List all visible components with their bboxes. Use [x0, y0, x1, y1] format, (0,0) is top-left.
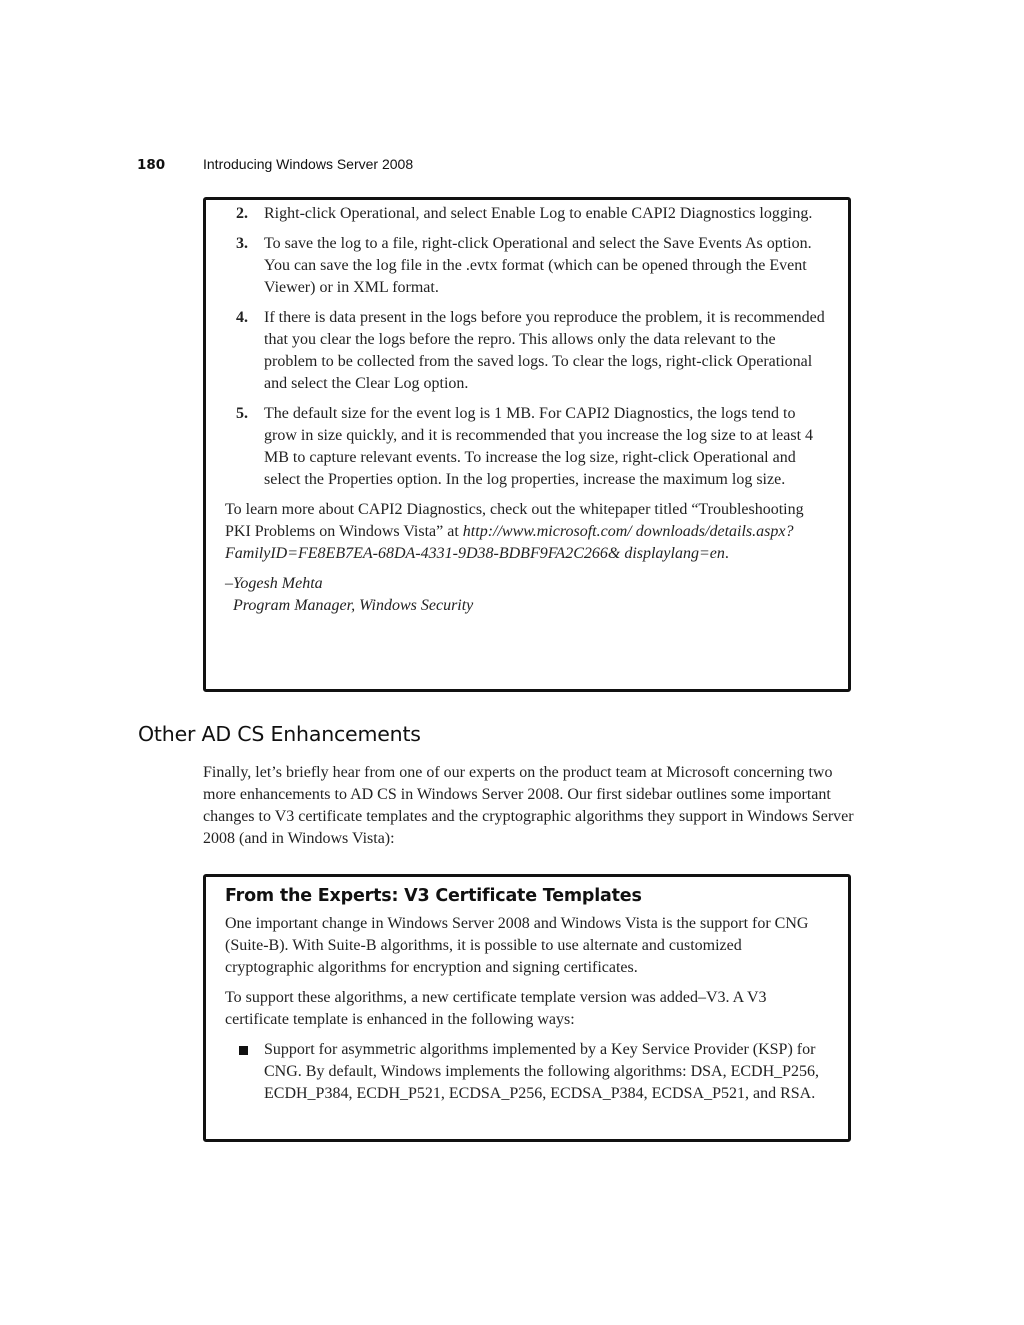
list-item [225, 403, 828, 491]
step-number: 3. [236, 235, 248, 252]
sidebar-v3-certificate-templates [203, 874, 851, 1142]
whitepaper-link[interactable]: http://www.microsoft.com/ downloads/details.aspx?FamilyID=FE8EB7EA-68DA-4331-9D38-BDBF9FA2C266& displaylang=en [225, 523, 794, 562]
steps-list [225, 203, 828, 491]
sidebar-capi2-diagnostics [203, 197, 851, 692]
sidebar-paragraph: One important change in Windows Server 2008 and Windows Vista is the support for CNG (Suite-B). With Suite-B algorithms, it is possible to use alternate and customized cryptographic algorithms for encryption and signing certificates. [225, 915, 809, 976]
step-number: 2. [236, 205, 248, 222]
step-number: 4. [236, 309, 248, 326]
list-item [225, 203, 828, 225]
step-text: To save the log to a file, right-click Operational and select the Save Events As option. You can save the log file in the .evtx format (which can be opened through the Event Viewer) or in XML format. [264, 235, 812, 296]
step-number: 5. [236, 405, 248, 422]
learn-more-paragraph [225, 499, 828, 565]
list-item [225, 1039, 828, 1105]
page-number: 180 [137, 157, 166, 173]
intro-paragraph: Finally, let’s briefly hear from one of our experts on the product team at Microsoft concerning two more enhancements to AD CS in Windows Server 2008. Our first sidebar outlines some important changes to V3 certificate templates and the cryptographic algorithms they support in Windows Server 2008 (and in Windows Vista): [203, 764, 854, 847]
step-text: The default size for the event log is 1 MB. For CAPI2 Diagnostics, the logs tend to grow in size quickly, and it is recommended that you increase the log size to at least 4 MB to capture relevant events. To increase the log size, right-click Operational and select the Properties option. In the log properties, increase the maximum log size. [264, 405, 814, 488]
bullet-text: Support for asymmetric algorithms implemented by a Key Service Provider (KSP) for CNG. By default, Windows implements the following algorithms: DSA, ECDH_P256, ECDH_P384, ECDH_P521, ECDSA_P256, ECDSA_P384, ECDSA_P521, and RSA. [264, 1041, 820, 1102]
step-text: Right-click Operational, and select Enable Log to enable CAPI2 Diagnostics logging. [264, 205, 813, 222]
book-title: Introducing Windows Server 2008 [203, 156, 414, 172]
square-bullet-icon [239, 1046, 248, 1055]
author-name: –Yogesh Mehta [225, 575, 323, 592]
bullet-list [225, 1039, 828, 1105]
section-heading: Other AD CS Enhancements [138, 722, 421, 746]
list-item [225, 233, 828, 299]
step-text: If there is data present in the logs before you reproduce the problem, it is recommended that you clear the logs before the repro. This allows only the data relevant to the problem to be collected from the saved logs. To clear the logs, right-click Operational and select the Clear Log option. [264, 309, 825, 392]
sidebar-paragraph: To support these algorithms, a new certificate template version was added–V3. A V3 certificate template is enhanced in the following ways: [225, 989, 767, 1028]
list-item [225, 307, 828, 395]
sidebar-heading: From the Experts: V3 Certificate Templates [225, 886, 642, 906]
learn-more-text: To learn more about CAPI2 Diagnostics, check out the whitepaper titled “Troubleshooting PKI Problems on Windows Vista” at [225, 501, 804, 540]
author-title: Program Manager, Windows Security [233, 597, 474, 614]
running-header [137, 156, 413, 173]
learn-more-suffix: . [724, 545, 729, 562]
